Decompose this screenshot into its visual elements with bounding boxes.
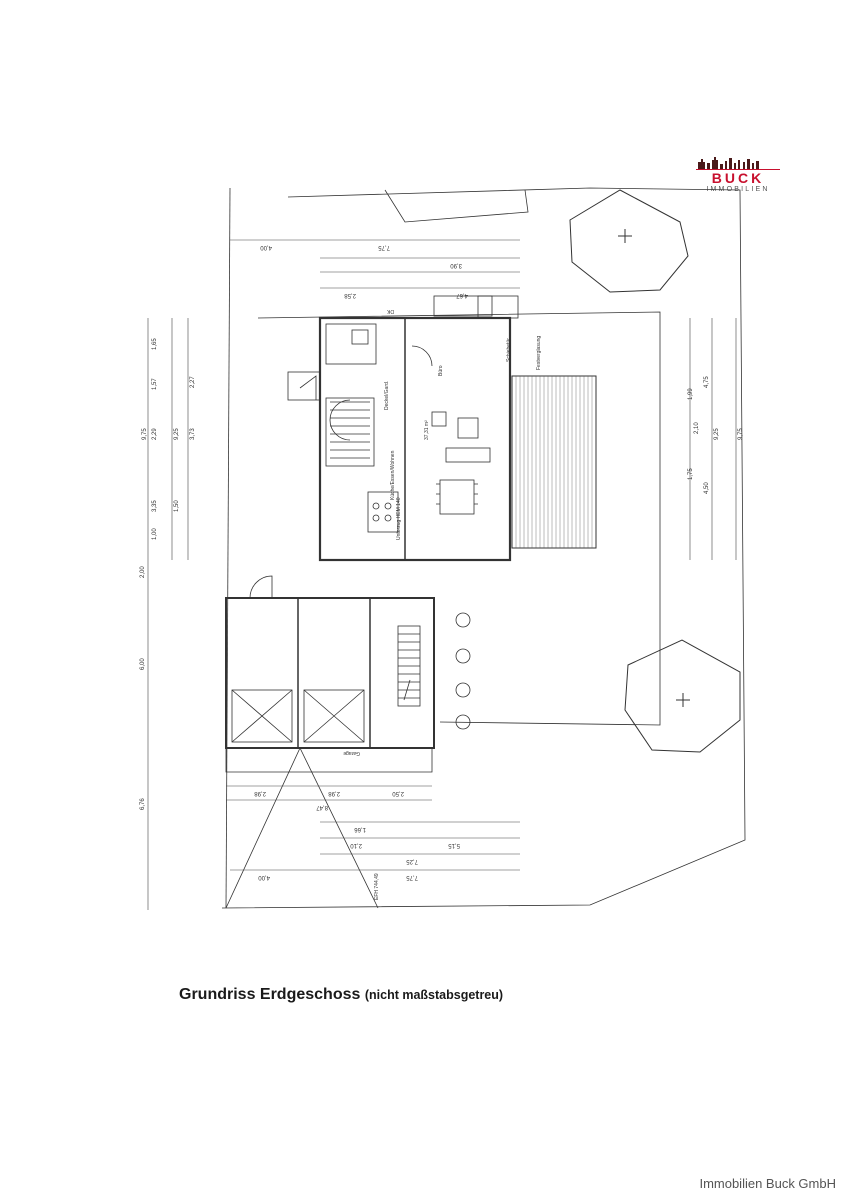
area-label: 37,31 m² xyxy=(424,420,430,440)
dim-mid-2: 6,00 xyxy=(140,658,146,670)
dim-bottom-1: 2,98 xyxy=(254,790,266,796)
dim-right-5: 4,50 xyxy=(704,482,710,494)
dim-left-5: 9,25 xyxy=(174,428,180,440)
caption-note: (nicht maßstabsgetreu) xyxy=(364,988,504,1002)
dim-top-5: 2,58 xyxy=(344,292,356,298)
dim-left-7: 2,27 xyxy=(190,376,196,388)
dim-bottom-4: 8,47 xyxy=(316,804,328,810)
dim-left-9: 1,00 xyxy=(152,528,158,540)
room-office-label: Büro xyxy=(438,365,444,376)
dim-mid-1: 2,00 xyxy=(140,566,146,578)
dim-left-1: 3,35 xyxy=(152,500,158,512)
dim-bottom-2: 2,98 xyxy=(328,790,340,796)
dim-right-1: 9,75 xyxy=(738,428,744,440)
ground-level-label: EFH 744,49 xyxy=(374,873,380,900)
dim-right-3: 4,75 xyxy=(704,376,710,388)
dim-right-2: 9,25 xyxy=(714,428,720,440)
dim-left-8: 1,50 xyxy=(174,500,180,512)
dim-bottom-10: 4,00 xyxy=(258,874,270,880)
room-main-label: Küche/Essen/Wohnen xyxy=(390,450,396,500)
dim-left-total: 9,75 xyxy=(142,428,148,440)
dim-top-1: 7,75 xyxy=(378,244,390,250)
garage-label: Garage xyxy=(343,750,360,756)
dim-top-3: 3,90 xyxy=(450,262,462,268)
dim-right-4: 1,99 xyxy=(688,388,694,400)
dim-left-4: 1,65 xyxy=(152,338,158,350)
dim-top-4: 4,67 xyxy=(456,292,468,298)
logo-subtitle: IMMOBILIEN xyxy=(706,186,770,193)
dim-bottom-8: 7,25 xyxy=(406,858,418,864)
dim-bottom-9: 7,75 xyxy=(406,874,418,880)
dk-label: DK xyxy=(387,308,394,314)
dim-right-6: 2,10 xyxy=(694,422,700,434)
dim-left-6: 3,73 xyxy=(190,428,196,440)
underfloor-label: Unterzug HEM 140 xyxy=(396,497,402,540)
plan-caption xyxy=(179,986,503,1004)
dim-left-3: 1,57 xyxy=(152,378,158,390)
dim-top-2: 4,00 xyxy=(260,244,272,250)
stairs-label: Deckel/Gard. xyxy=(384,380,390,410)
caption-title: Grundriss Erdgeschoss xyxy=(179,986,361,1003)
dim-right-7: 1,75 xyxy=(688,468,694,480)
dim-bottom-7: 5,15 xyxy=(448,842,460,848)
outdoor-window-label: Festverglasung xyxy=(536,335,542,370)
logo-name: BUCK xyxy=(711,170,765,186)
footer-company: Immobilien Buck GmbH xyxy=(699,1176,836,1191)
dim-bottom-3: 2,50 xyxy=(392,790,404,796)
gate-label: Schiebetür xyxy=(506,338,512,362)
dim-left-2: 2,29 xyxy=(152,428,158,440)
dim-bottom-5: 1,66 xyxy=(354,826,366,832)
dim-mid-3: 6,76 xyxy=(140,798,146,810)
dim-bottom-6: 2,10 xyxy=(350,842,362,848)
